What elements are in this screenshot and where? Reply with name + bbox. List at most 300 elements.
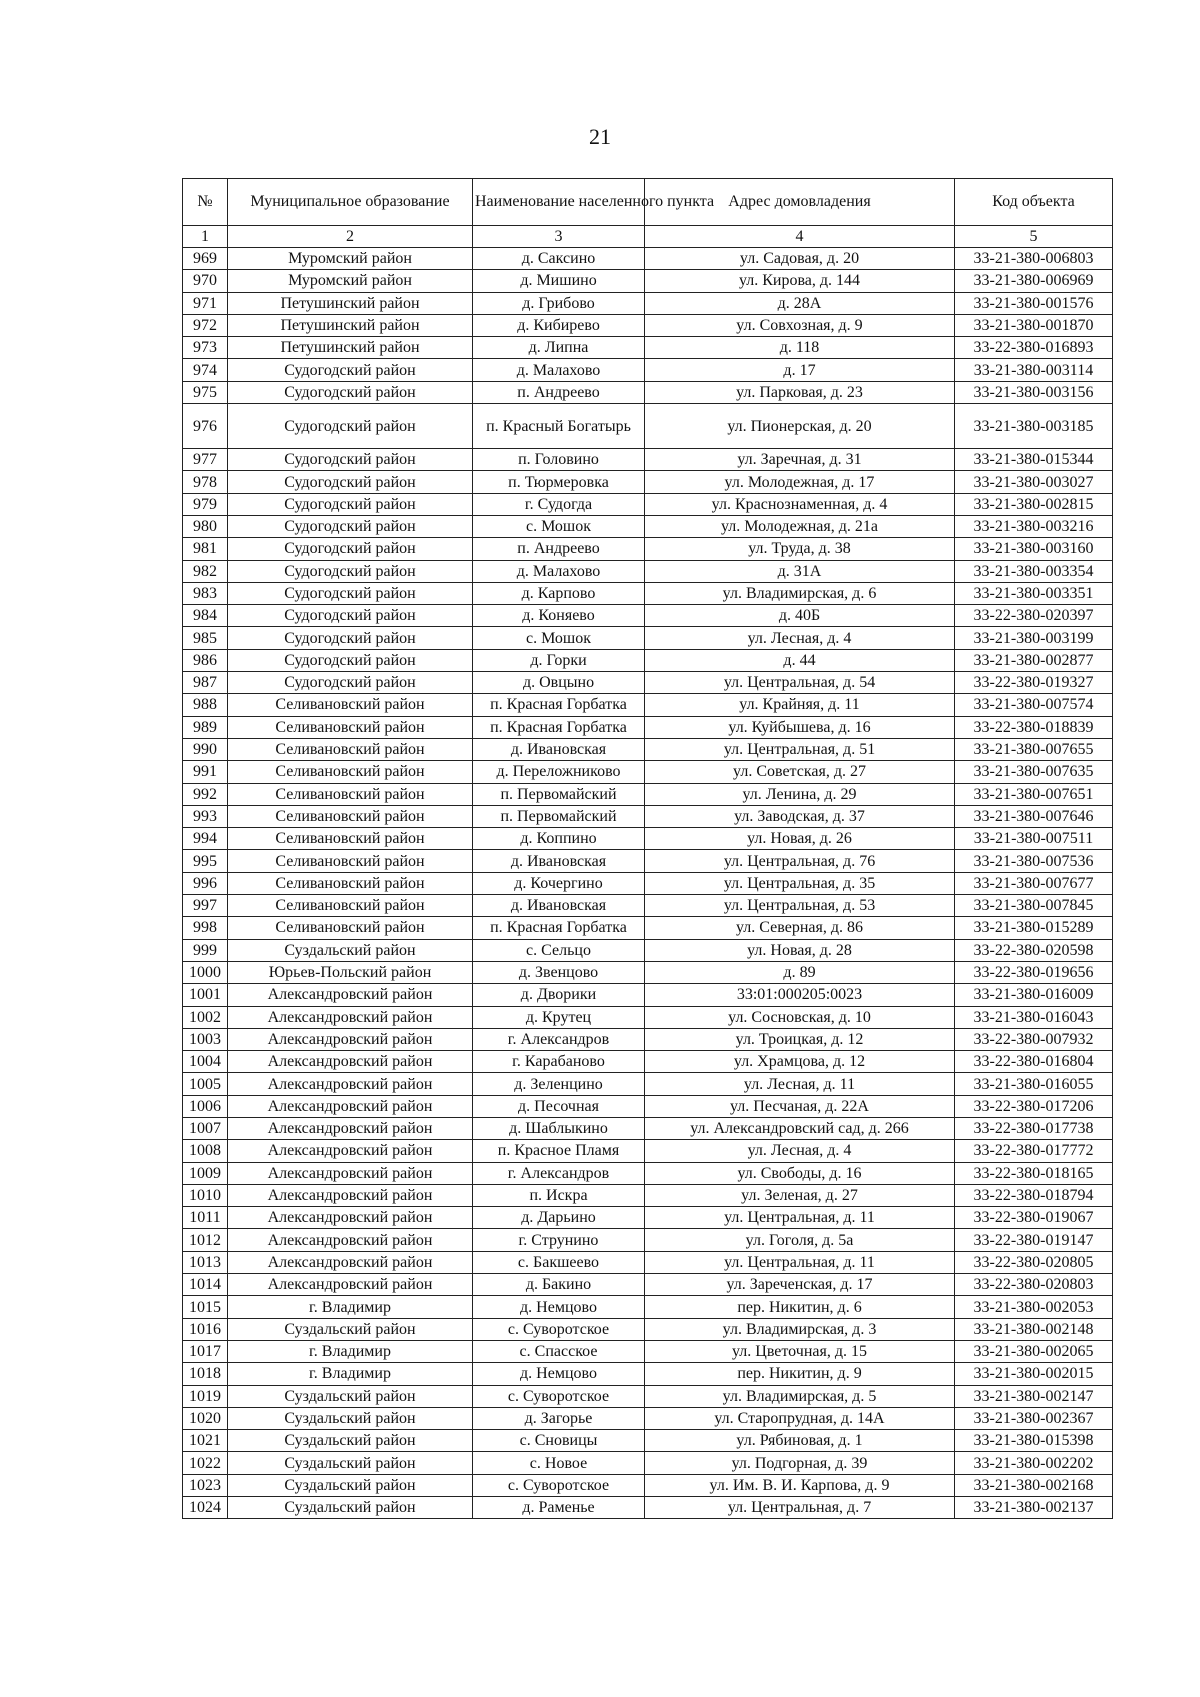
cell-address: ул. Труда, д. 38 (645, 538, 955, 560)
cell-number: 977 (183, 449, 228, 471)
cell-address: ул. Пионерская, д. 20 (645, 404, 955, 449)
cell-municipality: Селивановский район (228, 828, 473, 850)
cell-object-code: 33-22-380-019147 (955, 1229, 1113, 1251)
cell-object-code: 33-21-380-015398 (955, 1430, 1113, 1452)
cell-number: 981 (183, 538, 228, 560)
cell-municipality: Судогодский район (228, 493, 473, 515)
cell-address: д. 31А (645, 560, 955, 582)
table-row (183, 515, 1113, 537)
cell-object-code: 33-22-380-019327 (955, 672, 1113, 694)
cell-municipality: Селивановский район (228, 738, 473, 760)
cell-municipality: Александровский район (228, 1251, 473, 1273)
cell-address: ул. Владимирская, д. 3 (645, 1318, 955, 1340)
table-row (183, 917, 1113, 939)
cell-object-code: 33-21-380-002202 (955, 1452, 1113, 1474)
cell-number: 995 (183, 850, 228, 872)
cell-object-code: 33-22-380-017772 (955, 1140, 1113, 1162)
table-row (183, 381, 1113, 403)
cell-municipality: Селивановский район (228, 895, 473, 917)
table-row (183, 694, 1113, 716)
cell-settlement: д. Раменье (473, 1497, 645, 1519)
cell-number: 969 (183, 248, 228, 270)
cell-settlement: п. Первомайский (473, 783, 645, 805)
cell-object-code: 33-22-380-020397 (955, 605, 1113, 627)
table-row (183, 270, 1113, 292)
cell-municipality: Юрьев-Польский район (228, 961, 473, 983)
cell-number: 1013 (183, 1251, 228, 1273)
cell-settlement: п. Головино (473, 449, 645, 471)
cell-object-code: 33-22-380-017738 (955, 1117, 1113, 1139)
cell-settlement: д. Малахово (473, 560, 645, 582)
table-row (183, 961, 1113, 983)
cell-object-code: 33-21-380-002065 (955, 1340, 1113, 1362)
cell-address: ул. Троицкая, д. 12 (645, 1028, 955, 1050)
cell-municipality: Александровский район (228, 1274, 473, 1296)
cell-object-code: 33-22-380-019656 (955, 961, 1113, 983)
cell-municipality: Александровский район (228, 1162, 473, 1184)
cell-number: 987 (183, 672, 228, 694)
cell-address: ул. Свободы, д. 16 (645, 1162, 955, 1184)
cell-object-code: 33-22-380-016893 (955, 337, 1113, 359)
table-row (183, 1117, 1113, 1139)
cell-municipality: Судогодский район (228, 381, 473, 403)
table-row (183, 1095, 1113, 1117)
cell-address: ул. Храмцова, д. 12 (645, 1051, 955, 1073)
cell-address: ул. Краснознаменная, д. 4 (645, 493, 955, 515)
table-row (183, 1452, 1113, 1474)
cell-number: 1023 (183, 1474, 228, 1496)
table-row (183, 359, 1113, 381)
cell-address: ул. Советская, д. 27 (645, 761, 955, 783)
cell-settlement: д. Ивановская (473, 850, 645, 872)
cell-municipality: Селивановский район (228, 783, 473, 805)
cell-municipality: Александровский район (228, 1229, 473, 1251)
cell-number: 978 (183, 471, 228, 493)
cell-municipality: Судогодский район (228, 471, 473, 493)
cell-address: д. 40Б (645, 605, 955, 627)
cell-object-code: 33-22-380-007932 (955, 1028, 1113, 1050)
cell-object-code: 33-21-380-003199 (955, 627, 1113, 649)
cell-address: ул. Зареченская, д. 17 (645, 1274, 955, 1296)
cell-number: 1015 (183, 1296, 228, 1318)
cell-settlement: п. Андреево (473, 381, 645, 403)
cell-object-code: 33-21-380-002168 (955, 1474, 1113, 1496)
cell-settlement: п. Красная Горбатка (473, 716, 645, 738)
cell-number: 970 (183, 270, 228, 292)
cell-number: 972 (183, 314, 228, 336)
cell-object-code: 33-22-380-020598 (955, 939, 1113, 961)
cell-address: ул. Подгорная, д. 39 (645, 1452, 955, 1474)
table-row (183, 895, 1113, 917)
table-row (183, 1363, 1113, 1385)
cell-municipality: Судогодский район (228, 560, 473, 582)
cell-municipality: Александровский район (228, 1117, 473, 1139)
cell-municipality: Суздальский район (228, 1497, 473, 1519)
cell-number: 996 (183, 872, 228, 894)
cell-municipality: Судогодский район (228, 649, 473, 671)
cell-municipality: Суздальский район (228, 939, 473, 961)
cell-object-code: 33-22-380-020803 (955, 1274, 1113, 1296)
cell-number: 1022 (183, 1452, 228, 1474)
cell-municipality: г. Владимир (228, 1340, 473, 1362)
cell-object-code: 33-22-380-018794 (955, 1184, 1113, 1206)
cell-address: ул. Рябиновая, д. 1 (645, 1430, 955, 1452)
cell-object-code: 33-22-380-017206 (955, 1095, 1113, 1117)
cell-address: ул. Садовая, д. 20 (645, 248, 955, 270)
cell-number: 973 (183, 337, 228, 359)
cell-number: 1009 (183, 1162, 228, 1184)
cell-municipality: Селивановский район (228, 761, 473, 783)
cell-settlement: п. Красный Богатырь (473, 404, 645, 449)
cell-number: 997 (183, 895, 228, 917)
column-number: 2 (228, 226, 473, 248)
cell-municipality: Судогодский район (228, 582, 473, 604)
table-row (183, 449, 1113, 471)
table-row (183, 1340, 1113, 1362)
cell-municipality: г. Владимир (228, 1363, 473, 1385)
table-row (183, 1051, 1113, 1073)
cell-object-code: 33-21-380-007646 (955, 805, 1113, 827)
cell-address: ул. Лесная, д. 4 (645, 627, 955, 649)
cell-address: ул. Парковая, д. 23 (645, 381, 955, 403)
cell-number: 975 (183, 381, 228, 403)
table-row (183, 1184, 1113, 1206)
table-row (183, 984, 1113, 1006)
cell-settlement: д. Бакино (473, 1274, 645, 1296)
cell-municipality: Селивановский район (228, 872, 473, 894)
registry-table (182, 178, 1113, 1519)
cell-municipality: Александровский район (228, 1073, 473, 1095)
cell-municipality: Петушинский район (228, 314, 473, 336)
cell-address: ул. Центральная, д. 11 (645, 1251, 955, 1273)
cell-number: 993 (183, 805, 228, 827)
page-number: 21 (589, 124, 611, 149)
table-row (183, 1274, 1113, 1296)
table-row (183, 471, 1113, 493)
cell-number: 1014 (183, 1274, 228, 1296)
cell-object-code: 33-21-380-003351 (955, 582, 1113, 604)
cell-object-code: 33-21-380-007651 (955, 783, 1113, 805)
cell-number: 1024 (183, 1497, 228, 1519)
cell-municipality: Судогодский район (228, 605, 473, 627)
table-row (183, 493, 1113, 515)
cell-object-code: 33-21-380-007574 (955, 694, 1113, 716)
cell-settlement: с. Спасское (473, 1340, 645, 1362)
cell-settlement: д. Дворики (473, 984, 645, 1006)
cell-number: 1007 (183, 1117, 228, 1139)
column-number-row (183, 226, 1113, 248)
header-row (183, 179, 1113, 226)
cell-number: 980 (183, 515, 228, 537)
table-row (183, 1296, 1113, 1318)
cell-municipality: Муромский район (228, 270, 473, 292)
cell-address: ул. Центральная, д. 54 (645, 672, 955, 694)
cell-number: 1010 (183, 1184, 228, 1206)
cell-address: ул. Совхозная, д. 9 (645, 314, 955, 336)
cell-object-code: 33-22-380-018839 (955, 716, 1113, 738)
cell-settlement: д. Мишино (473, 270, 645, 292)
table-row (183, 1407, 1113, 1429)
cell-municipality: Муромский район (228, 248, 473, 270)
cell-address: ул. Ленина, д. 29 (645, 783, 955, 805)
cell-settlement: д. Песочная (473, 1095, 645, 1117)
cell-settlement: д. Коняево (473, 605, 645, 627)
cell-address: ул. Лесная, д. 11 (645, 1073, 955, 1095)
cell-address: ул. Центральная, д. 76 (645, 850, 955, 872)
cell-municipality: г. Владимир (228, 1296, 473, 1318)
cell-settlement: п. Первомайский (473, 805, 645, 827)
cell-object-code: 33-22-380-018165 (955, 1162, 1113, 1184)
cell-municipality: Селивановский район (228, 850, 473, 872)
cell-address: ул. Куйбышева, д. 16 (645, 716, 955, 738)
cell-address: ул. Центральная, д. 7 (645, 1497, 955, 1519)
header-address: Адрес домовладения (645, 179, 955, 226)
cell-number: 976 (183, 404, 228, 449)
table-row (183, 761, 1113, 783)
cell-address: ул. Владимирская, д. 6 (645, 582, 955, 604)
table-row (183, 1430, 1113, 1452)
cell-municipality: Суздальский район (228, 1452, 473, 1474)
cell-municipality: Селивановский район (228, 917, 473, 939)
cell-object-code: 33-21-380-006803 (955, 248, 1113, 270)
cell-number: 989 (183, 716, 228, 738)
cell-settlement: д. Загорье (473, 1407, 645, 1429)
table-row (183, 1251, 1113, 1273)
cell-municipality: Александровский район (228, 1207, 473, 1229)
cell-address: пер. Никитин, д. 9 (645, 1363, 955, 1385)
cell-settlement: г. Карабаново (473, 1051, 645, 1073)
cell-settlement: с. Мошок (473, 627, 645, 649)
table-row (183, 314, 1113, 336)
cell-address: ул. Крайняя, д. 11 (645, 694, 955, 716)
cell-municipality: Судогодский район (228, 359, 473, 381)
table-row (183, 248, 1113, 270)
cell-number: 985 (183, 627, 228, 649)
cell-settlement: д. Немцово (473, 1296, 645, 1318)
cell-number: 1019 (183, 1385, 228, 1407)
table-row (183, 582, 1113, 604)
cell-settlement: п. Красное Пламя (473, 1140, 645, 1162)
cell-address: ул. Старопрудная, д. 14А (645, 1407, 955, 1429)
cell-settlement: с. Сновицы (473, 1430, 645, 1452)
cell-settlement: д. Саксино (473, 248, 645, 270)
table-row (183, 1474, 1113, 1496)
cell-number: 998 (183, 917, 228, 939)
cell-number: 979 (183, 493, 228, 515)
table-row (183, 605, 1113, 627)
cell-settlement: д. Коппино (473, 828, 645, 850)
cell-municipality: Судогодский район (228, 404, 473, 449)
cell-number: 1002 (183, 1006, 228, 1028)
cell-municipality: Александровский район (228, 984, 473, 1006)
cell-address: ул. Зеленая, д. 27 (645, 1184, 955, 1206)
header-object-code: Код объекта (955, 179, 1113, 226)
cell-object-code: 33-22-380-016804 (955, 1051, 1113, 1073)
table-row (183, 1140, 1113, 1162)
cell-address: ул. Молодежная, д. 17 (645, 471, 955, 493)
cell-address: ул. Центральная, д. 53 (645, 895, 955, 917)
cell-address: д. 28А (645, 292, 955, 314)
cell-address: ул. Центральная, д. 11 (645, 1207, 955, 1229)
cell-municipality: Петушинский район (228, 292, 473, 314)
table-row (183, 292, 1113, 314)
cell-address: ул. Цветочная, д. 15 (645, 1340, 955, 1362)
cell-municipality: Суздальский район (228, 1407, 473, 1429)
cell-number: 1020 (183, 1407, 228, 1429)
column-number: 5 (955, 226, 1113, 248)
table-row (183, 1497, 1113, 1519)
cell-address: ул. Молодежная, д. 21а (645, 515, 955, 537)
table-row (183, 783, 1113, 805)
header-number: № (183, 179, 228, 226)
cell-number: 986 (183, 649, 228, 671)
table-row (183, 1229, 1113, 1251)
cell-municipality: Суздальский район (228, 1318, 473, 1340)
cell-municipality: Суздальский район (228, 1430, 473, 1452)
table-row (183, 805, 1113, 827)
table-row (183, 627, 1113, 649)
cell-object-code: 33-21-380-002147 (955, 1385, 1113, 1407)
cell-settlement: с. Суворотское (473, 1318, 645, 1340)
cell-settlement: д. Крутец (473, 1006, 645, 1028)
table-row (183, 850, 1113, 872)
cell-object-code: 33-21-380-007635 (955, 761, 1113, 783)
cell-address: ул. Центральная, д. 51 (645, 738, 955, 760)
cell-address: ул. Центральная, д. 35 (645, 872, 955, 894)
table-row (183, 1207, 1113, 1229)
cell-object-code: 33-21-380-001870 (955, 314, 1113, 336)
cell-settlement: д. Овцыно (473, 672, 645, 694)
cell-municipality: Александровский район (228, 1140, 473, 1162)
cell-object-code: 33-21-380-007511 (955, 828, 1113, 850)
cell-object-code: 33-21-380-002148 (955, 1318, 1113, 1340)
table-row (183, 1162, 1113, 1184)
cell-number: 1017 (183, 1340, 228, 1362)
table-row (183, 939, 1113, 961)
cell-address: ул. Кирова, д. 144 (645, 270, 955, 292)
cell-settlement: с. Суворотское (473, 1385, 645, 1407)
table-row (183, 337, 1113, 359)
cell-number: 1016 (183, 1318, 228, 1340)
table-row (183, 872, 1113, 894)
cell-object-code: 33-21-380-015289 (955, 917, 1113, 939)
cell-object-code: 33-21-380-016009 (955, 984, 1113, 1006)
cell-address: ул. Сосновская, д. 10 (645, 1006, 955, 1028)
cell-object-code: 33-21-380-003185 (955, 404, 1113, 449)
cell-settlement: г. Александров (473, 1162, 645, 1184)
cell-address: ул. Заречная, д. 31 (645, 449, 955, 471)
cell-settlement: г. Струнино (473, 1229, 645, 1251)
cell-address: ул. Им. В. И. Карпова, д. 9 (645, 1474, 955, 1496)
cell-number: 1006 (183, 1095, 228, 1117)
column-number: 3 (473, 226, 645, 248)
cell-settlement: п. Андреево (473, 538, 645, 560)
cell-settlement: д. Липна (473, 337, 645, 359)
cell-settlement: д. Дарьино (473, 1207, 645, 1229)
cell-municipality: Судогодский район (228, 538, 473, 560)
cell-settlement: д. Ивановская (473, 895, 645, 917)
cell-object-code: 33-21-380-001576 (955, 292, 1113, 314)
cell-number: 1008 (183, 1140, 228, 1162)
table-row (183, 649, 1113, 671)
cell-number: 1004 (183, 1051, 228, 1073)
cell-number: 1011 (183, 1207, 228, 1229)
cell-address: 33:01:000205:0023 (645, 984, 955, 1006)
cell-address: ул. Заводская, д. 37 (645, 805, 955, 827)
cell-settlement: п. Тюрмеровка (473, 471, 645, 493)
cell-object-code: 33-22-380-019067 (955, 1207, 1113, 1229)
table-row (183, 538, 1113, 560)
cell-municipality: Александровский район (228, 1006, 473, 1028)
cell-object-code: 33-21-380-002137 (955, 1497, 1113, 1519)
cell-settlement: д. Немцово (473, 1363, 645, 1385)
cell-number: 984 (183, 605, 228, 627)
cell-object-code: 33-22-380-020805 (955, 1251, 1113, 1273)
table-body (183, 248, 1113, 1519)
table-row (183, 404, 1113, 449)
cell-municipality: Судогодский район (228, 449, 473, 471)
cell-municipality: Александровский район (228, 1095, 473, 1117)
cell-object-code: 33-21-380-003216 (955, 515, 1113, 537)
cell-settlement: д. Ивановская (473, 738, 645, 760)
cell-municipality: Александровский район (228, 1184, 473, 1206)
cell-object-code: 33-21-380-016043 (955, 1006, 1113, 1028)
cell-number: 988 (183, 694, 228, 716)
cell-number: 974 (183, 359, 228, 381)
table-row (183, 672, 1113, 694)
cell-address: ул. Новая, д. 26 (645, 828, 955, 850)
cell-number: 1012 (183, 1229, 228, 1251)
cell-settlement: д. Кибирево (473, 314, 645, 336)
cell-settlement: д. Грибово (473, 292, 645, 314)
cell-address: д. 17 (645, 359, 955, 381)
cell-settlement: г. Судогда (473, 493, 645, 515)
table-row (183, 1385, 1113, 1407)
cell-address: ул. Новая, д. 28 (645, 939, 955, 961)
cell-object-code: 33-21-380-003160 (955, 538, 1113, 560)
table-row (183, 738, 1113, 760)
cell-settlement: п. Искра (473, 1184, 645, 1206)
cell-municipality: Судогодский район (228, 515, 473, 537)
cell-settlement: с. Сельцо (473, 939, 645, 961)
cell-address: д. 118 (645, 337, 955, 359)
table-row (183, 1006, 1113, 1028)
cell-address: д. 89 (645, 961, 955, 983)
table-row (183, 716, 1113, 738)
header-settlement: Наименование населенного пункта (473, 179, 645, 226)
cell-settlement: д. Горки (473, 649, 645, 671)
cell-object-code: 33-21-380-002367 (955, 1407, 1113, 1429)
header-municipality: Муниципальное образование (228, 179, 473, 226)
cell-settlement: с. Суворотское (473, 1474, 645, 1496)
cell-municipality: Суздальский район (228, 1385, 473, 1407)
cell-object-code: 33-21-380-003027 (955, 471, 1113, 493)
cell-number: 990 (183, 738, 228, 760)
table-row (183, 560, 1113, 582)
cell-number: 982 (183, 560, 228, 582)
cell-municipality: Суздальский район (228, 1474, 473, 1496)
column-number: 1 (183, 226, 228, 248)
cell-municipality: Селивановский район (228, 716, 473, 738)
cell-object-code: 33-21-380-002015 (955, 1363, 1113, 1385)
cell-settlement: с. Мошок (473, 515, 645, 537)
cell-municipality: Петушинский район (228, 337, 473, 359)
cell-settlement: с. Новое (473, 1452, 645, 1474)
cell-number: 1018 (183, 1363, 228, 1385)
cell-settlement: д. Звенцово (473, 961, 645, 983)
cell-number: 994 (183, 828, 228, 850)
column-number: 4 (645, 226, 955, 248)
